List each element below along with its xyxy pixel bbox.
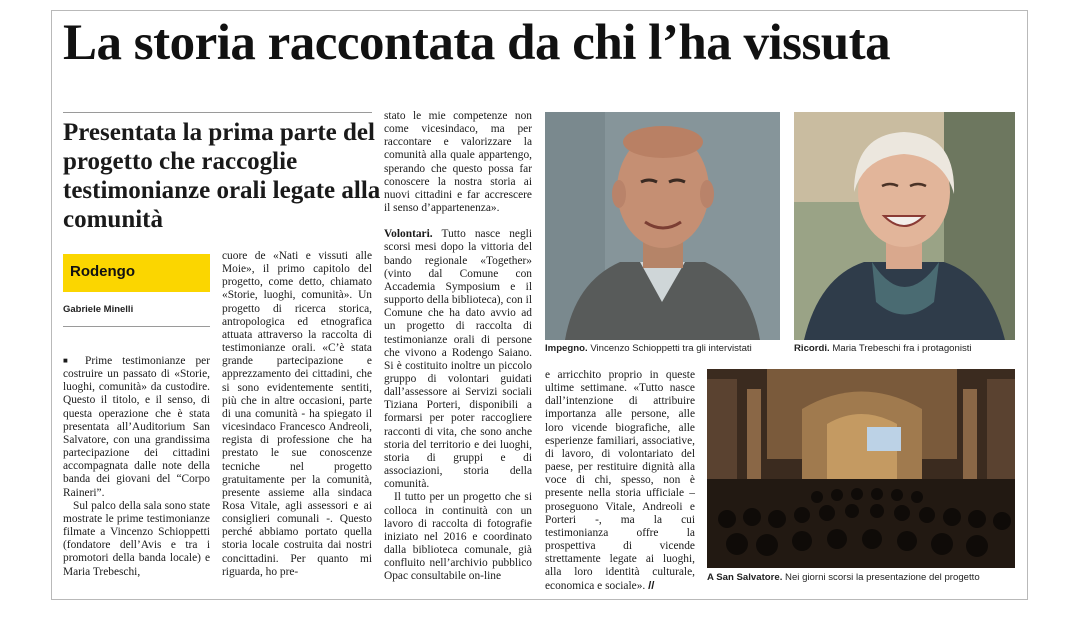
article-column-4	[545, 369, 695, 593]
photo-vincenzo-schioppetti	[545, 112, 780, 340]
article-column-1	[63, 354, 210, 579]
caption-lead: Impegno.	[545, 343, 588, 354]
auditorium-illustration	[707, 369, 1015, 568]
divider	[63, 326, 210, 327]
paragraph: Sul palco della sala sono state mostrate le prime testimonianze filmate a Vincenzo Schioppetti (fondatore dell’Avis e tra i promotori della banda locale) e Maria Trebeschi,	[63, 499, 210, 578]
portrait-illustration	[545, 112, 780, 340]
portrait-illustration	[794, 112, 1015, 340]
paragraph	[545, 369, 695, 593]
bullet-square-icon: ■	[63, 356, 75, 365]
photo-caption	[545, 343, 752, 354]
divider	[63, 112, 372, 113]
end-mark: //	[648, 579, 655, 592]
paragraph-text: e arricchito proprio in queste ultime settimane. «Tutto nasce dall’intenzione di attribuire importanza alle persone, alle loro vicende biografiche, alle esperienze familiari, associative, di lavoro, di volontariato del paese, per restituire dignità alla voce di chi, spesso, non è presente nella storia ufficiale – proseguono Vitale, Andreoli e Porteri -, ma la cui testimonianza offre la prospettiva di vicende strettamente legate ai luoghi, alla loro identità culturale, economica e sociale».	[545, 369, 695, 592]
caption-lead: A San Salvatore.	[707, 572, 783, 583]
caption-text: Nei giorni scorsi la presentazione del progetto	[785, 572, 980, 583]
paragraph: cuore de «Nati e vissuti alle Moie», il primo capitolo del progetto, come detto, chiamato «Storie, luoghi, comunità». Un progetto di ricerca storica, antropologica ed etnografica attuata attraverso la raccolta di testimonianze orali. «C’è stata grande partecipazione e apprezzamento dei cittadini, che si sono evidentemente sentiti, più che in altre occasioni, parte di una comunità - ha spiegato il vicesindaco Francesco Andreoli, regista di professione che ha prestato le sue conoscenze tecniche nel progetto gratuitamente per la comunità, presente assieme alla sindaca Rosa Vitale, agli assessori e ai consiglieri comunali -. Questo perché abbiamo portato quella storia locale costruita dai nostri concittadini. Per quanto mi riguarda, ho pre-	[222, 250, 372, 578]
photo-caption	[794, 343, 972, 354]
section-tag: Rodengo	[63, 254, 210, 292]
paragraph-text: Prime testimonianze per costruire un passato di «Storie, luoghi, comunità» da custodire. Questo il titolo, e il senso, di questa operazione che è stata presentata all’Auditorium San Salvatore, con una grandissima partecipazione dei cittadini accompagnata dalle note della banda dei giovani del “Corpo Raineri”.	[63, 355, 210, 499]
byline: Gabriele Minelli	[63, 304, 134, 315]
paragraph-text: Tutto nasce negli scorsi mesi dopo la vittoria del bando regionale «Together» (vinto dal Comune con Accademia Symposium e il supporto della biblioteca), con il Comune che ha dato avvio ad un progetto di raccolta di testimonianze orali di persone che vivono a Rodengo Saiano. Si è costituito inoltre un piccolo gruppo di volontari guidati dall’assessore ai Servizi sociali Tiziana Porteri, disponibili a formarsi per poter raccogliere racconti di vita, che sono anche storia del territorio e dei luoghi, storia di gruppi e di associazioni, storia della comunità.	[384, 228, 532, 491]
paragraph	[63, 354, 210, 500]
paragraph: stato le mie competenze non come vicesindaco, ma per raccontare e valorizzare la comunità alla quale appartengo, sperando che questo possa far conoscere la nostra storia ai nuovi cittadini e far accrescere il senso d’appartenenza».	[384, 110, 532, 215]
article-column-3	[384, 110, 532, 583]
headline: La storia raccontata da chi l’ha vissuta	[63, 15, 891, 71]
photo-auditorium-san-salvatore	[707, 369, 1015, 568]
subheadline: Presentata la prima parte del progetto che raccoglie testimonianze orali legate alla comunità	[63, 119, 381, 233]
photo-maria-trebeschi	[794, 112, 1015, 340]
paragraph: Il tutto per un progetto che si colloca in continuità con un lavoro di raccolta di fotografie iniziato nel 2016 e coordinato dalla biblioteca comunale, già confluito nell’archivio pubblico Opac consultabile on-line	[384, 491, 532, 583]
caption-text: Maria Trebeschi fra i protagonisti	[832, 343, 972, 354]
caption-lead: Ricordi.	[794, 343, 830, 354]
article-column-2	[222, 250, 372, 579]
paragraph-lead: Volontari.	[384, 228, 433, 241]
paragraph	[384, 228, 532, 491]
caption-text: Vincenzo Schioppetti tra gli intervistati	[590, 343, 752, 354]
photo-caption	[707, 572, 980, 583]
